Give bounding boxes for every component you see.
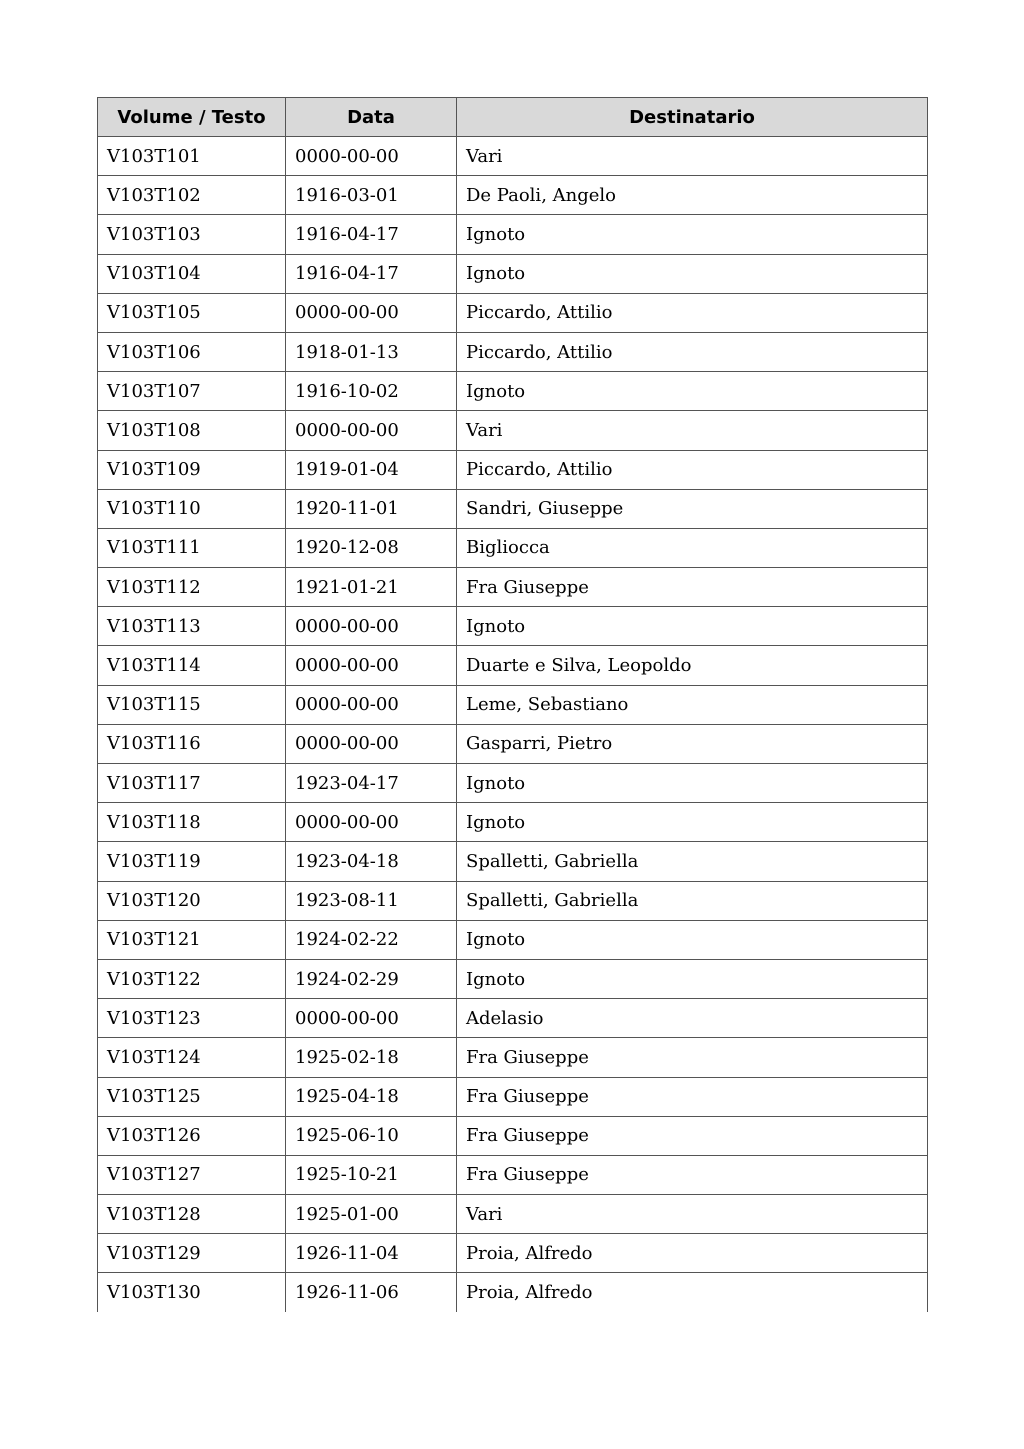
cell-recipient: De Paoli, Angelo: [457, 176, 928, 215]
table-row: [98, 1077, 928, 1116]
cell-date: 0000-00-00: [286, 137, 457, 176]
cell-volume: V103T117: [98, 764, 286, 803]
cell-date: 1924-02-29: [286, 959, 457, 998]
cell-recipient: Fra Giuseppe: [457, 1155, 928, 1194]
table-header: [98, 98, 928, 137]
cell-recipient: Proia, Alfredo: [457, 1234, 928, 1273]
table-row: [98, 411, 928, 450]
cell-volume: V103T101: [98, 137, 286, 176]
cell-volume: V103T102: [98, 176, 286, 215]
cell-volume: V103T114: [98, 646, 286, 685]
cell-date: 0000-00-00: [286, 646, 457, 685]
cell-date: 1919-01-04: [286, 450, 457, 489]
cell-volume: V103T120: [98, 881, 286, 920]
table-row: [98, 1038, 928, 1077]
cell-date: 0000-00-00: [286, 803, 457, 842]
table-row: [98, 568, 928, 607]
cell-recipient: Leme, Sebastiano: [457, 685, 928, 724]
table-row: [98, 1234, 928, 1273]
table-row: [98, 1195, 928, 1234]
table-row: [98, 803, 928, 842]
cell-date: 1916-03-01: [286, 176, 457, 215]
table-row: [98, 999, 928, 1038]
table-row: [98, 254, 928, 293]
table-row: [98, 176, 928, 215]
cell-recipient: Fra Giuseppe: [457, 1116, 928, 1155]
cell-volume: V103T126: [98, 1116, 286, 1155]
cell-date: 1925-02-18: [286, 1038, 457, 1077]
table-row: [98, 489, 928, 528]
cell-volume: V103T119: [98, 842, 286, 881]
cell-volume: V103T122: [98, 959, 286, 998]
cell-date: 1918-01-13: [286, 332, 457, 371]
cell-date: 1916-04-17: [286, 215, 457, 254]
table-row: [98, 1116, 928, 1155]
cell-recipient: Duarte e Silva, Leopoldo: [457, 646, 928, 685]
cell-volume: V103T121: [98, 920, 286, 959]
cell-volume: V103T128: [98, 1195, 286, 1234]
cell-date: 1920-12-08: [286, 528, 457, 567]
table-row: [98, 764, 928, 803]
cell-volume: V103T112: [98, 568, 286, 607]
cell-volume: V103T104: [98, 254, 286, 293]
cell-volume: V103T105: [98, 293, 286, 332]
table-row: [98, 724, 928, 763]
cell-recipient: Gasparri, Pietro: [457, 724, 928, 763]
table-row: [98, 646, 928, 685]
cell-recipient: Ignoto: [457, 803, 928, 842]
cell-recipient: Ignoto: [457, 920, 928, 959]
column-header-volume: Volume / Testo: [98, 98, 286, 137]
cell-recipient: Ignoto: [457, 254, 928, 293]
cell-date: 1926-11-06: [286, 1273, 457, 1312]
cell-date: 1925-10-21: [286, 1155, 457, 1194]
cell-recipient: Fra Giuseppe: [457, 1077, 928, 1116]
table-row: [98, 1155, 928, 1194]
table-row: [98, 920, 928, 959]
cell-recipient: Fra Giuseppe: [457, 568, 928, 607]
cell-date: 1925-04-18: [286, 1077, 457, 1116]
cell-volume: V103T116: [98, 724, 286, 763]
cell-volume: V103T106: [98, 332, 286, 371]
cell-date: 0000-00-00: [286, 607, 457, 646]
cell-volume: V103T124: [98, 1038, 286, 1077]
cell-volume: V103T108: [98, 411, 286, 450]
cell-recipient: Piccardo, Attilio: [457, 332, 928, 371]
cell-volume: V103T115: [98, 685, 286, 724]
cell-recipient: Piccardo, Attilio: [457, 293, 928, 332]
cell-volume: V103T110: [98, 489, 286, 528]
cell-recipient: Spalletti, Gabriella: [457, 842, 928, 881]
cell-date: 1925-01-00: [286, 1195, 457, 1234]
cell-recipient: Ignoto: [457, 215, 928, 254]
cell-recipient: Bigliocca: [457, 528, 928, 567]
cell-volume: V103T111: [98, 528, 286, 567]
table-row: [98, 332, 928, 371]
cell-recipient: Vari: [457, 411, 928, 450]
cell-recipient: Ignoto: [457, 372, 928, 411]
cell-volume: V103T113: [98, 607, 286, 646]
cell-recipient: Fra Giuseppe: [457, 1038, 928, 1077]
cell-recipient: Vari: [457, 137, 928, 176]
cell-recipient: Sandri, Giuseppe: [457, 489, 928, 528]
cell-volume: V103T103: [98, 215, 286, 254]
cell-volume: V103T123: [98, 999, 286, 1038]
cell-date: 0000-00-00: [286, 293, 457, 332]
cell-date: 1925-06-10: [286, 1116, 457, 1155]
cell-date: 1923-04-18: [286, 842, 457, 881]
cell-date: 0000-00-00: [286, 685, 457, 724]
cell-recipient: Adelasio: [457, 999, 928, 1038]
cell-date: 1916-10-02: [286, 372, 457, 411]
table-row: [98, 372, 928, 411]
letters-table: [97, 97, 928, 1312]
cell-volume: V103T109: [98, 450, 286, 489]
column-header-date: Data: [286, 98, 457, 137]
cell-recipient: Proia, Alfredo: [457, 1273, 928, 1312]
cell-volume: V103T127: [98, 1155, 286, 1194]
cell-recipient: Ignoto: [457, 607, 928, 646]
cell-volume: V103T129: [98, 1234, 286, 1273]
table-row: [98, 842, 928, 881]
cell-date: 1923-04-17: [286, 764, 457, 803]
cell-volume: V103T130: [98, 1273, 286, 1312]
table-row: [98, 881, 928, 920]
cell-date: 1921-01-21: [286, 568, 457, 607]
cell-volume: V103T118: [98, 803, 286, 842]
table-row: [98, 959, 928, 998]
table-row: [98, 293, 928, 332]
table-row: [98, 685, 928, 724]
cell-date: 0000-00-00: [286, 999, 457, 1038]
cell-volume: V103T107: [98, 372, 286, 411]
column-header-recipient: Destinatario: [457, 98, 928, 137]
cell-recipient: Vari: [457, 1195, 928, 1234]
table-body: [98, 137, 928, 1313]
cell-date: 1924-02-22: [286, 920, 457, 959]
header-row: [98, 98, 928, 137]
table-row: [98, 1273, 928, 1312]
cell-volume: V103T125: [98, 1077, 286, 1116]
cell-date: 1916-04-17: [286, 254, 457, 293]
table-row: [98, 450, 928, 489]
cell-recipient: Ignoto: [457, 764, 928, 803]
cell-date: 0000-00-00: [286, 724, 457, 763]
cell-recipient: Spalletti, Gabriella: [457, 881, 928, 920]
cell-recipient: Ignoto: [457, 959, 928, 998]
table-row: [98, 607, 928, 646]
table-row: [98, 215, 928, 254]
cell-date: 1926-11-04: [286, 1234, 457, 1273]
cell-recipient: Piccardo, Attilio: [457, 450, 928, 489]
cell-date: 1923-08-11: [286, 881, 457, 920]
table-row: [98, 528, 928, 567]
cell-date: 1920-11-01: [286, 489, 457, 528]
cell-date: 0000-00-00: [286, 411, 457, 450]
table-row: [98, 137, 928, 176]
